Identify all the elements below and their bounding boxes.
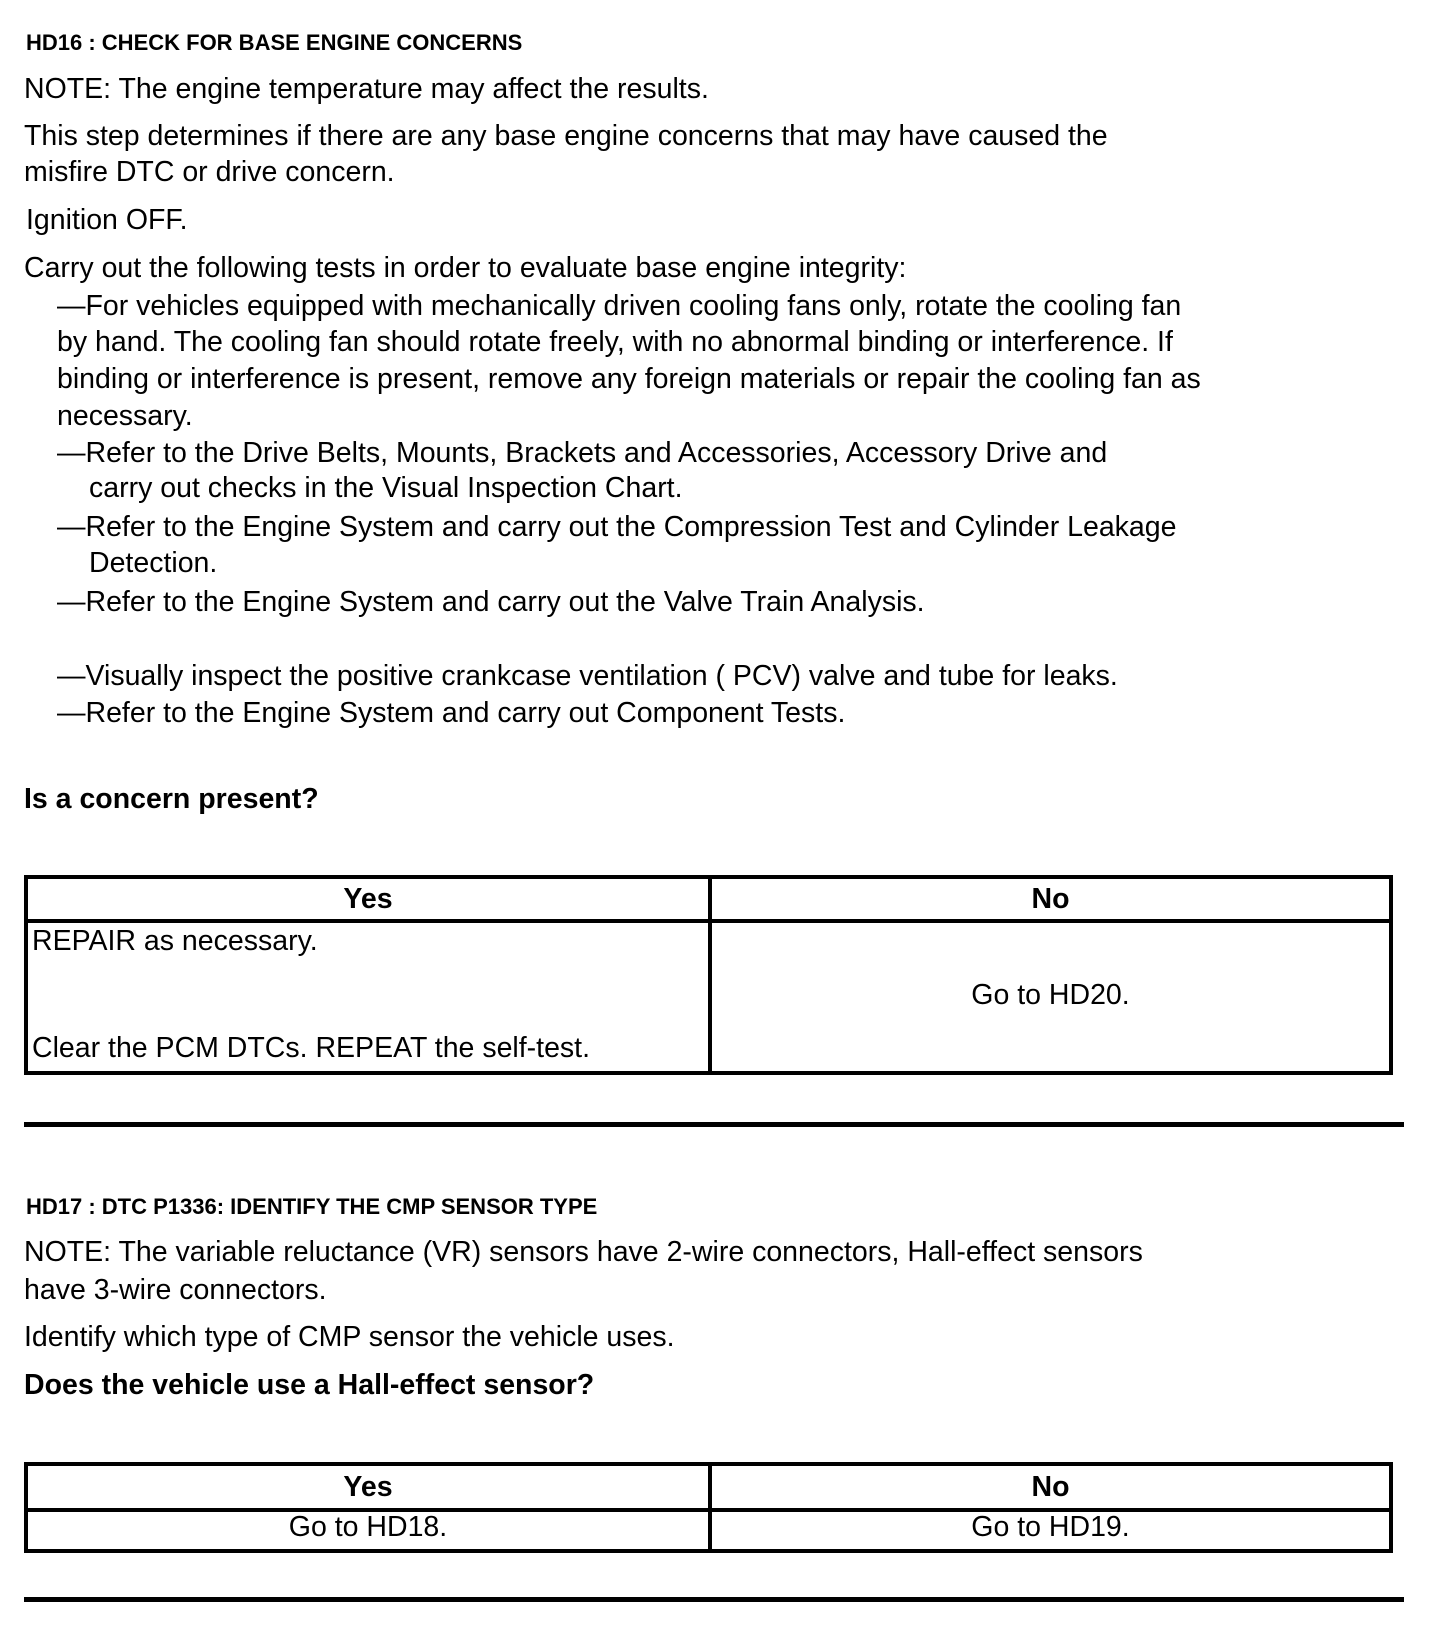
hd16-intro-line-2: misfire DTC or drive concern. — [24, 156, 395, 188]
hd16-intro-line-1: This step determines if there are any base engine concerns that may have caused the — [24, 120, 1108, 152]
test-item-line: —Visually inspect the positive crankcase ventilation ( PCV) valve and tube for leaks. — [57, 660, 1118, 692]
yes-header: Yes — [343, 883, 393, 915]
hd17-note-line-1: NOTE: The variable reluctance (VR) sensors have 2-wire connectors, Hall-effect sensors — [24, 1236, 1143, 1268]
test-item-line: Detection. — [89, 547, 218, 579]
hd17-decision-table — [24, 1462, 1393, 1553]
yes-cell: Go to HD18. — [288, 1511, 448, 1543]
test-item-line: carry out checks in the Visual Inspection Chart. — [89, 472, 683, 504]
hd17-question: Does the vehicle use a Hall-effect sensor? — [24, 1369, 595, 1401]
test-item-line: binding or interference is present, remove any foreign materials or repair the cooling fan as — [57, 363, 1201, 395]
test-item-line: —Refer to the Engine System and carry out the Valve Train Analysis. — [57, 586, 925, 618]
no-cell: Go to HD19. — [971, 1511, 1130, 1543]
section-divider — [24, 1122, 1404, 1127]
hd16-question: Is a concern present? — [24, 783, 319, 815]
section-divider — [24, 1597, 1404, 1602]
hd17-note-line-2: have 3-wire connectors. — [24, 1274, 327, 1306]
column-divider — [708, 879, 712, 1071]
test-item-line: —Refer to the Engine System and carry out Component Tests. — [57, 697, 846, 729]
yes-header: Yes — [343, 1471, 393, 1503]
test-item-line: by hand. The cooling fan should rotate freely, with no abnormal binding or interference. If — [57, 326, 1173, 358]
test-item-line: —Refer to the Drive Belts, Mounts, Brackets and Accessories, Accessory Drive and — [57, 437, 1108, 469]
yes-cell-line-1: REPAIR as necessary. — [32, 925, 318, 957]
test-item-line: —For vehicles equipped with mechanically driven cooling fans only, rotate the cooling fan — [57, 290, 1182, 322]
test-item-line: —Refer to the Engine System and carry out the Compression Test and Cylinder Leakage — [57, 511, 1177, 543]
hd16-tests-intro: Carry out the following tests in order to evaluate base engine integrity: — [24, 252, 907, 284]
hd16-note: NOTE: The engine temperature may affect the results. — [24, 73, 709, 105]
hd17-instruction: Identify which type of CMP sensor the vehicle uses. — [24, 1321, 675, 1353]
hd16-title: HD16 : CHECK FOR BASE ENGINE CONCERNS — [26, 30, 523, 55]
hd16-decision-table — [24, 875, 1393, 1075]
no-header: No — [1031, 1471, 1070, 1503]
test-item-line: necessary. — [57, 400, 193, 432]
hd17-title: HD17 : DTC P1336: IDENTIFY THE CMP SENSOR TYPE — [26, 1194, 598, 1219]
no-cell: Go to HD20. — [971, 979, 1130, 1011]
no-header: No — [1031, 883, 1070, 915]
yes-cell-line-2: Clear the PCM DTCs. REPEAT the self-test. — [32, 1032, 591, 1064]
hd16-ignition: Ignition OFF. — [26, 204, 188, 236]
